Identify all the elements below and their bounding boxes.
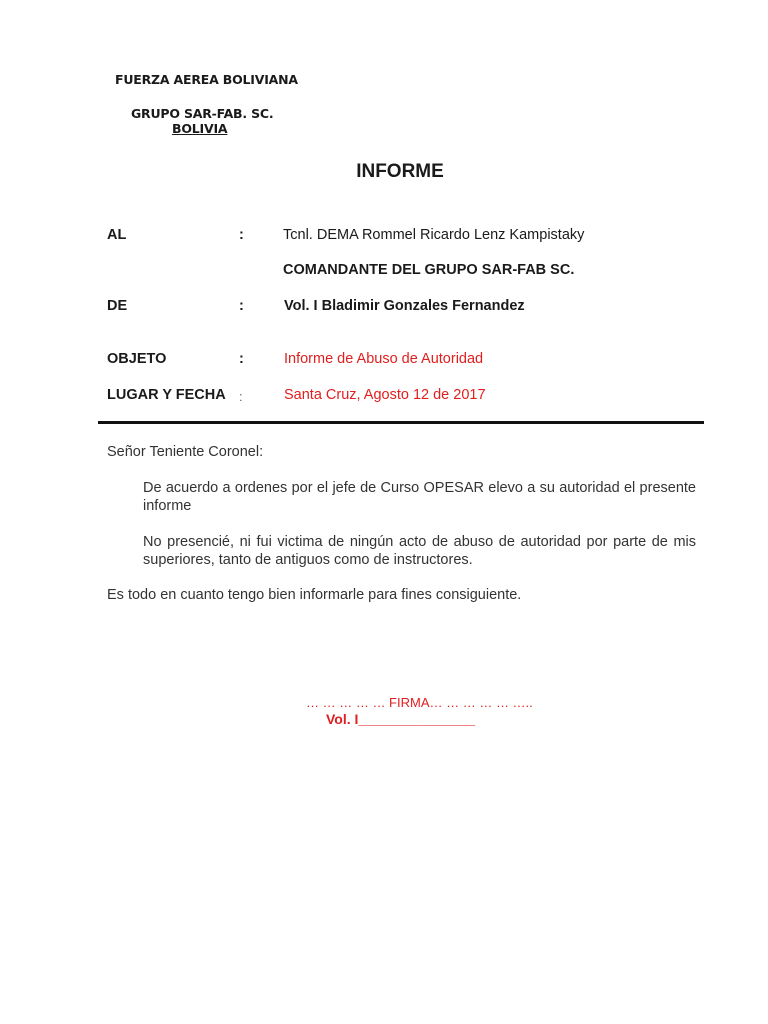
field-value-al-title: COMANDANTE DEL GRUPO SAR-FAB SC. [283, 262, 575, 278]
body-paragraph-1: De acuerdo a ordenes por el jefe de Curso OPESAR elevo a su autoridad el presente informe [143, 480, 696, 514]
field-colon-lugar-fecha: : [239, 389, 243, 404]
signature-line: … … … … … FIRMA… … … … … ….. [306, 695, 533, 710]
field-colon-objeto: : [239, 351, 244, 367]
salutation: Señor Teniente Coronel: [107, 444, 264, 460]
field-colon-de: : [239, 298, 244, 314]
field-value-al: Tcnl. DEMA Rommel Ricardo Lenz Kampistaky [283, 227, 585, 243]
field-value-lugar-fecha: Santa Cruz, Agosto 12 de 2017 [284, 387, 486, 403]
body-paragraph-2: No presencié, ni fui victima de ningún acto de abuso de autoridad por parte de mis superiores, tanto de antiguos como de instructores. [143, 534, 696, 568]
org-unit: GRUPO SAR-FAB. SC. [131, 106, 274, 121]
field-label-al: AL [107, 227, 127, 243]
signature-name: Vol. I_______________ [326, 711, 476, 727]
closing-line: Es todo en cuanto tengo bien informarle para fines consiguiente. [107, 587, 522, 603]
field-value-objeto: Informe de Abuso de Autoridad [284, 351, 484, 367]
header-separator-rule [98, 421, 704, 424]
org-name: FUERZA AEREA BOLIVIANA [115, 72, 298, 87]
field-label-objeto: OBJETO [107, 351, 167, 367]
org-country: BOLIVIA [172, 121, 228, 136]
field-colon-al: : [239, 227, 244, 243]
field-value-de: Vol. I Bladimir Gonzales Fernandez [284, 298, 525, 314]
document-title: INFORME [356, 161, 444, 182]
field-label-lugar-fecha: LUGAR Y FECHA [107, 387, 226, 403]
field-label-de: DE [107, 298, 128, 314]
